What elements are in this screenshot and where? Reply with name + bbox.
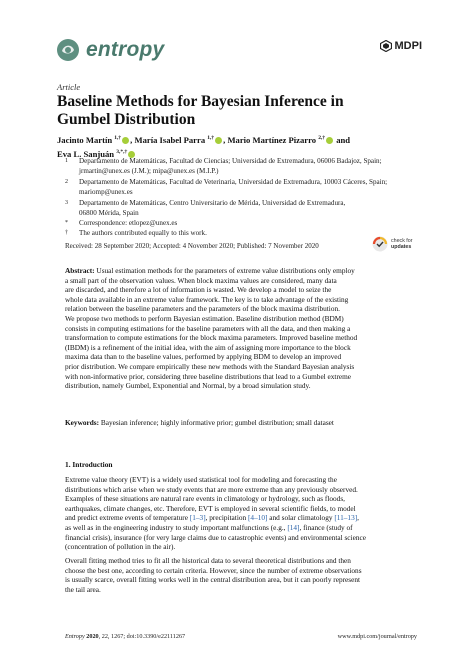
journal-name: entropy [86, 38, 165, 61]
citation-link[interactable]: [4–10] [247, 513, 268, 523]
section-heading: 1. Introduction [65, 460, 113, 469]
affiliation-text: The authors contributed equally to this work. [79, 229, 207, 237]
affiliation-mark: 3 [65, 200, 68, 206]
body-line [65, 523, 417, 533]
body-line: Extreme value theory (EVT) is a widely used statistical tool for modeling and forecasting the [65, 475, 337, 484]
publication-dates: Received: 28 September 2020; Accepted: 4 November 2020; Published: 7 November 2020 [65, 242, 319, 250]
check-for-updates-badge[interactable] [372, 236, 413, 252]
body-line: Examples of these situations are natural rare events in climatology or hydrology, such as floods, [65, 494, 345, 504]
body-line: distributions which arise when we study events that are more extreme than any previously observed. [65, 484, 358, 494]
affiliation-mark: † [65, 230, 68, 236]
author-name: Jacinto Martín [57, 134, 115, 145]
author-affil-sup: 2,† [318, 135, 326, 141]
author-name: Eva L. Sanjuán [57, 148, 117, 159]
body-line [65, 513, 417, 523]
abstract-line: with non-informative prior, considering three baseline distributions that lead to a Gumbel extreme [65, 371, 352, 381]
check-updates-line: updates [391, 244, 412, 250]
publisher-name: MDPI [394, 40, 422, 52]
affiliation-text: Departamento de Matemáticas, Facultad de Ciencias; Universidad de Extremadura, 06006 Badajoz, Spain; [79, 157, 382, 165]
body-line: earthquakes, climate changes, etc. Therefore, EVT is employed in several scientific fields, to model [65, 503, 356, 513]
abstract-line: distribution, namely Gumbel, Exponential and Normal, by a broad simulation study. [65, 381, 311, 391]
intro-paragraph-2 [65, 556, 417, 594]
abstract-line: are discarded, and therefore a lot of information is wasted. We develop a model to seize the [65, 285, 332, 295]
abstract-line: relation between the baseline parameters and the parameters of the block maxima distribution. [65, 304, 340, 314]
check-updates-icon [372, 236, 388, 252]
affiliation-text: Departamento de Matemáticas, Facultad de Veterinaria, Universidad de Extremadura, 10003 Cáceres, Spain; [79, 178, 388, 186]
abstract-line: We propose two methods to perform Bayesian estimation. Baseline distribution method (BDM) [65, 313, 344, 323]
body-line: choose the best one, according to certain criteria. However, since the number of extreme observations [65, 565, 362, 575]
orcid-icon[interactable] [122, 137, 129, 144]
affiliation-mark: * [65, 220, 68, 226]
body-text: and solar climatology [267, 513, 335, 523]
author-list [57, 132, 437, 160]
affiliation-item [57, 167, 437, 177]
affiliation-item [57, 199, 437, 209]
mdpi-emblem-icon [380, 40, 392, 52]
abstract-line: Usual estimation methods for the parameters of extreme value distributions only employ [94, 266, 355, 275]
abstract-line: consists in computing estimations for the baseline parameters with all the data, and then making a [65, 323, 351, 333]
author-name: , Mario Martínez Pizarro [223, 134, 319, 145]
author-name: , María Isabel Parra [130, 134, 208, 145]
orcid-icon[interactable] [215, 137, 222, 144]
body-line: the tail area. [65, 584, 101, 594]
author-affil-sup: 3,*,† [116, 148, 128, 155]
body-text: and predict extreme events of temperature [65, 513, 190, 523]
body-text: , precipitation [205, 513, 248, 523]
abstract-label: Abstract: [65, 266, 95, 275]
citation-link[interactable]: [14] [287, 522, 300, 532]
affiliation-mark: 1 [65, 158, 68, 164]
footer-year: 2020 [84, 633, 99, 640]
author-affil-sup: 1,† [114, 135, 122, 141]
keywords [65, 418, 417, 428]
citation-footer [65, 633, 185, 640]
journal-logo [56, 36, 164, 64]
citation-link[interactable]: [1–3] [189, 513, 206, 523]
affiliation-text: jrmartin@unex.es (J.M.); mipa@unex.es (M.I.P.) [79, 167, 219, 175]
body-text: as well as in the engineering industry to study important malfunctions (e.g., [65, 522, 288, 532]
intro-paragraph-1 [65, 475, 417, 552]
affiliation-mark: 2 [65, 179, 68, 185]
affiliation-item [57, 178, 437, 188]
affiliation-text: Departamento de Matemáticas, Centro Universitario de Mérida, Universidad de Extremadura, [79, 199, 346, 207]
body-text: , finance (study of [299, 522, 353, 532]
abstract-line: whole data available in an extreme value framework. The key is to take advantage of the existing [65, 294, 349, 304]
abstract-line: maxima data than to the baseline values, performed by applying BDM to develop an improved [65, 352, 342, 362]
body-line: (concentration of pollution in the air). [65, 542, 176, 552]
article-type: Article [57, 82, 81, 92]
body-line: is usually scarce, overall fitting works well in the central distribution area, but it can poorly represent [65, 575, 361, 585]
abstract [65, 266, 417, 391]
abstract-line: prior distribution. We compare empirically these new methods with the Standard Bayesian analysis [65, 361, 355, 371]
body-text: , [357, 513, 359, 523]
abstract-line: transformation to compute estimations for the block maxima parameters. Improved baseline method [65, 333, 358, 343]
affiliation-item [57, 209, 437, 219]
citation-link[interactable]: [11–13] [334, 513, 358, 523]
orcid-icon[interactable] [326, 137, 333, 144]
publisher-logo [380, 40, 423, 52]
affiliation-item [57, 157, 437, 167]
author-affil-sup: 1,† [207, 135, 215, 141]
author-conjunction: and [334, 134, 351, 145]
paper-title: Baseline Methods for Bayesian Inference in Gumbel Distribution [57, 93, 344, 128]
abstract-line: (IBDM) is a refinement of the initial idea, with the aim of assigning more importance to the block [65, 342, 351, 352]
affiliation-item [57, 219, 437, 229]
footer-doi: , 22, 1267; doi:10.3390/e22111267 [98, 633, 186, 640]
affiliation-text: mariomp@unex.es [79, 188, 133, 196]
affiliation-item [57, 188, 437, 198]
keywords-label: Keywords: [65, 418, 100, 427]
check-updates-line: check for [391, 238, 413, 244]
keywords-text: Bayesian inference; highly informative prior; gumbel distribution; small dataset [99, 418, 334, 427]
journal-url[interactable]: www.mdpi.com/journal/entropy [337, 633, 417, 640]
abstract-line: a small part of the observation values. When block maxima values are considered, many data [65, 275, 337, 285]
affiliation-text: Correspondence: etlopez@unex.es [79, 219, 178, 227]
entropy-emblem-icon [56, 38, 80, 62]
affiliation-text: 06800 Mérida, Spain [79, 209, 139, 217]
footer-journal: Entropy [65, 633, 85, 640]
body-line: financial crisis), insurance (for very large claims due to catastrophic events) and environmental science [65, 532, 366, 542]
body-line: Overall fitting method tries to fit all the historical data to several theoretical distributions and then [65, 556, 351, 565]
page-footer [65, 633, 417, 640]
